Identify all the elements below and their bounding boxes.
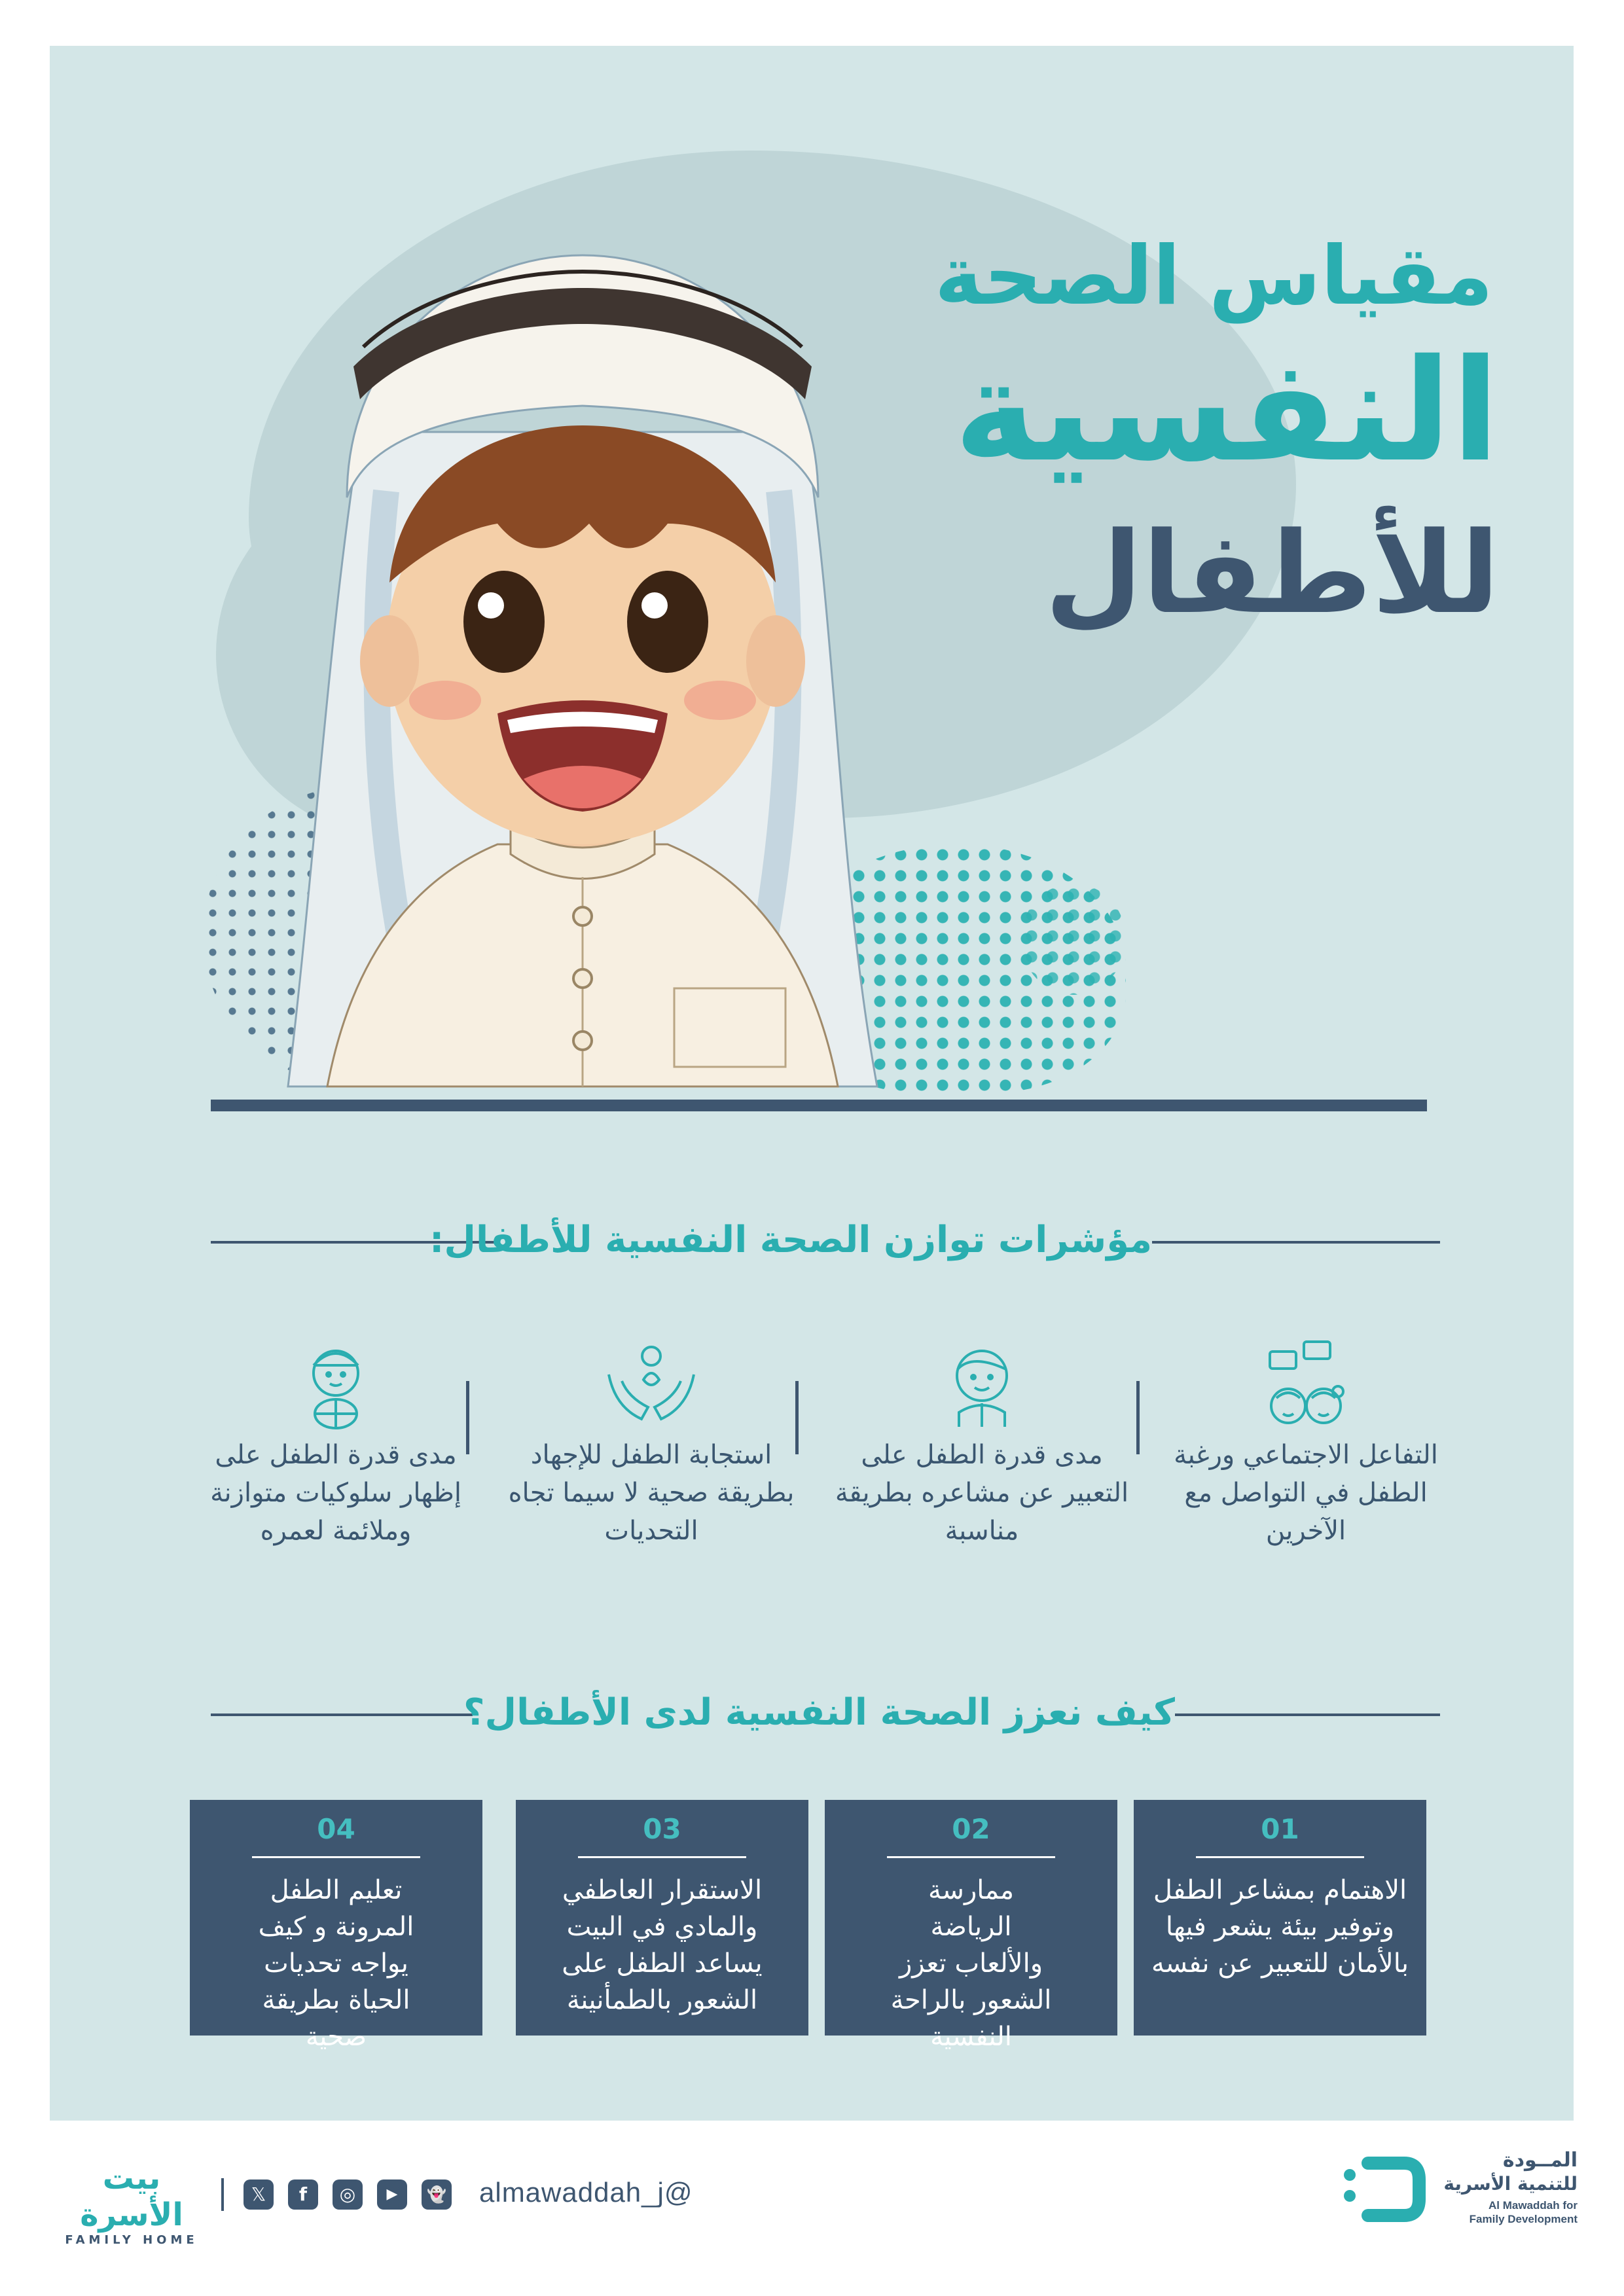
heading-rule-right xyxy=(1175,1713,1440,1716)
tips-heading: كيف نعزز الصحة النفسية لدى الأطفال؟ xyxy=(463,1691,1175,1734)
boy-illustration xyxy=(249,216,916,1106)
teal-dot-pattern-small xyxy=(1021,884,1126,995)
tip-divider xyxy=(887,1856,1055,1858)
indicator-text: مدى قدرة الطفل على إظهار سلوكيات متوازنة وملائمة لعمره xyxy=(210,1440,461,1546)
family-home-english: FAMILY HOME xyxy=(65,2233,198,2247)
indicators-heading: مؤشرات توازن الصحة النفسية للأطفال: xyxy=(429,1219,1152,1261)
indicator-text: مدى قدرة الطفل على التعبير عن مشاعره بطريقة مناسبة xyxy=(835,1440,1129,1546)
family-home-logo xyxy=(63,2160,200,2247)
title-line-3: للأطفال xyxy=(1045,507,1500,639)
tip-number: 02 xyxy=(952,1813,990,1845)
tip-divider xyxy=(252,1856,420,1858)
tip-card xyxy=(190,1800,482,2052)
tip-text: الاهتمام بمشاعر الطفل وتوفير بيئة يشعر فيها بالأمان للتعبير عن نفسه xyxy=(1151,1875,1409,1979)
tip-card xyxy=(516,1800,808,2036)
indicator-text: التفاعل الاجتماعي ورغبة الطفل في التواصل مع الآخرين xyxy=(1174,1440,1438,1546)
child-with-ball-icon xyxy=(287,1335,385,1433)
hands-heart-icon xyxy=(602,1335,700,1433)
indicator-item xyxy=(1152,1335,1460,1550)
tip-number: 04 xyxy=(317,1813,355,1845)
heading-rule-right xyxy=(1152,1241,1440,1244)
family-home-arabic: بيت الأسرة xyxy=(80,2160,183,2233)
tip-number: 03 xyxy=(643,1813,681,1845)
tip-number: 01 xyxy=(1261,1813,1299,1845)
org-logo xyxy=(1342,2144,1578,2242)
org-name-arabic-1: المــودة xyxy=(1502,2149,1578,2172)
indicator-item xyxy=(828,1335,1136,1550)
snapchat-icon[interactable]: 👻 xyxy=(422,2179,452,2210)
org-name-english-2: Family Development xyxy=(1469,2213,1578,2225)
tip-divider xyxy=(1196,1856,1364,1858)
tip-divider xyxy=(578,1856,746,1858)
youtube-icon[interactable]: ▶ xyxy=(377,2179,407,2210)
child-face-icon xyxy=(933,1335,1031,1433)
illustration-baseline xyxy=(211,1100,1427,1111)
instagram-icon[interactable]: ◎ xyxy=(333,2179,363,2210)
x-icon[interactable]: 𝕏 xyxy=(244,2179,274,2210)
tip-text: الاستقرار العاطفي والمادي في البيت يساعد الطفل على الشعور بالطمأنينة xyxy=(562,1875,763,2015)
org-logo-mark xyxy=(1342,2150,1427,2229)
indicator-item xyxy=(182,1335,490,1550)
indicator-divider xyxy=(1136,1381,1140,1454)
footer-separator xyxy=(221,2178,224,2211)
tip-card xyxy=(825,1800,1117,2052)
heading-rule-left xyxy=(211,1713,473,1716)
title-line-1: مقياس الصحة xyxy=(934,229,1493,323)
tip-text: ممارسة الرياضة والألعاب تعزز الشعور بالراحة النفسية xyxy=(890,1875,1052,2052)
social-handle[interactable]: almawaddah_j@ xyxy=(479,2177,693,2208)
tip-text: تعليم الطفل المرونة و كيف يواجه تحديات الحياة بطريقة صحية xyxy=(258,1875,414,2052)
tip-card xyxy=(1134,1800,1426,2036)
indicator-text: استجابة الطفل للإجهاد بطريقة صحية لا سيما تجاه التحديات xyxy=(508,1440,795,1546)
facebook-icon[interactable]: f xyxy=(288,2179,318,2210)
indicator-item xyxy=(497,1335,805,1550)
chatting-children-icon xyxy=(1257,1335,1355,1433)
org-name-english-1: Al Mawaddah for xyxy=(1488,2199,1578,2212)
org-name-arabic-2: للتنمية الأسرية xyxy=(1443,2173,1578,2195)
title-line-2: النفسية xyxy=(954,329,1500,493)
